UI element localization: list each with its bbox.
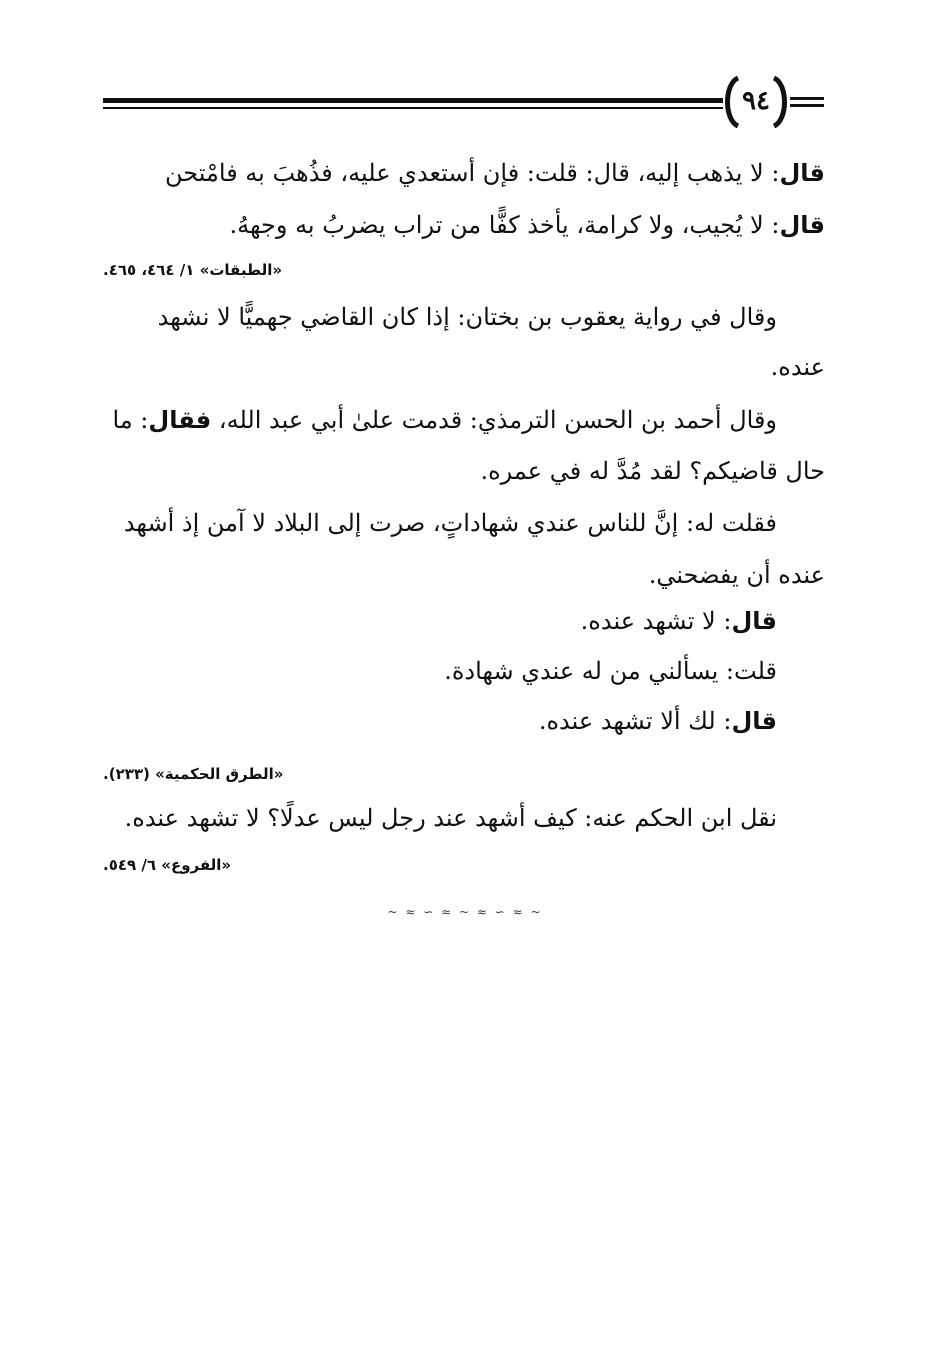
speaker-label: قال: [731, 707, 777, 735]
header-rule-end-lower: [790, 104, 824, 107]
text-line: قلت: يسألني من له عندي شهادة.: [444, 657, 777, 685]
header-rule-thin: [103, 107, 723, 109]
page-number: ٩٤: [742, 86, 770, 116]
header-rule-end: [790, 97, 824, 100]
line-text: : لا يُجيب، ولا كرامة، يأخذ كفًّا من تراب يضربُ به وجههُ.: [229, 211, 780, 239]
text-line: [165, 160, 825, 186]
citation: «الفروع» ٦/ ٥٤٩.: [103, 856, 232, 874]
text-line: عنده أن يفضحني.: [648, 561, 825, 589]
text-line: [581, 608, 777, 634]
speaker-label: قال: [779, 211, 825, 239]
page-number-medallion: [718, 72, 794, 132]
citation: «الطرق الحكمية» (٢٣٣).: [103, 765, 284, 783]
section-end-ornament: ~ ≈ ∽ ≈ ~ ≈ ∽ ≈ ~: [387, 905, 543, 919]
speaker-label: قال: [731, 607, 777, 635]
line-text: وقال أحمد بن الحسن الترمذي: قدمت علىٰ أبي عبد الله،: [211, 406, 777, 434]
line-text: : لا يذهب إليه، قال: قلت: فإن أستعدي عليه، فذُهبَ به فامْتحن: [165, 159, 780, 187]
line-text: : ما: [112, 406, 149, 434]
citation: «الطبقات» ١/ ٤٦٤، ٤٦٥.: [103, 261, 283, 279]
speaker-label: فقال: [148, 406, 212, 434]
text-line: نقل ابن الحكم عنه: كيف أشهد عند رجل ليس عدلًا؟ لا تشهد عنده.: [124, 804, 777, 832]
header-rule: [103, 98, 723, 103]
text-line: [229, 212, 825, 238]
line-text: : لا تشهد عنده.: [580, 607, 732, 635]
speaker-label: قال: [779, 159, 825, 187]
text-line: وقال في رواية يعقوب بن بختان: إذا كان القاضي جهميًّا لا نشهد: [157, 303, 777, 331]
text-line: فقلت له: إنَّ للناس عندي شهاداتٍ، صرت إلى البلاد لا آمن إذ أشهد: [123, 509, 777, 537]
text-line: [539, 708, 777, 734]
text-line: عنده.: [770, 353, 825, 381]
line-text: : لك ألا تشهد عنده.: [538, 707, 732, 735]
text-line: [113, 407, 778, 433]
text-line: حال قاضيكم؟ لقد مُدَّ له في عمره.: [480, 457, 825, 485]
